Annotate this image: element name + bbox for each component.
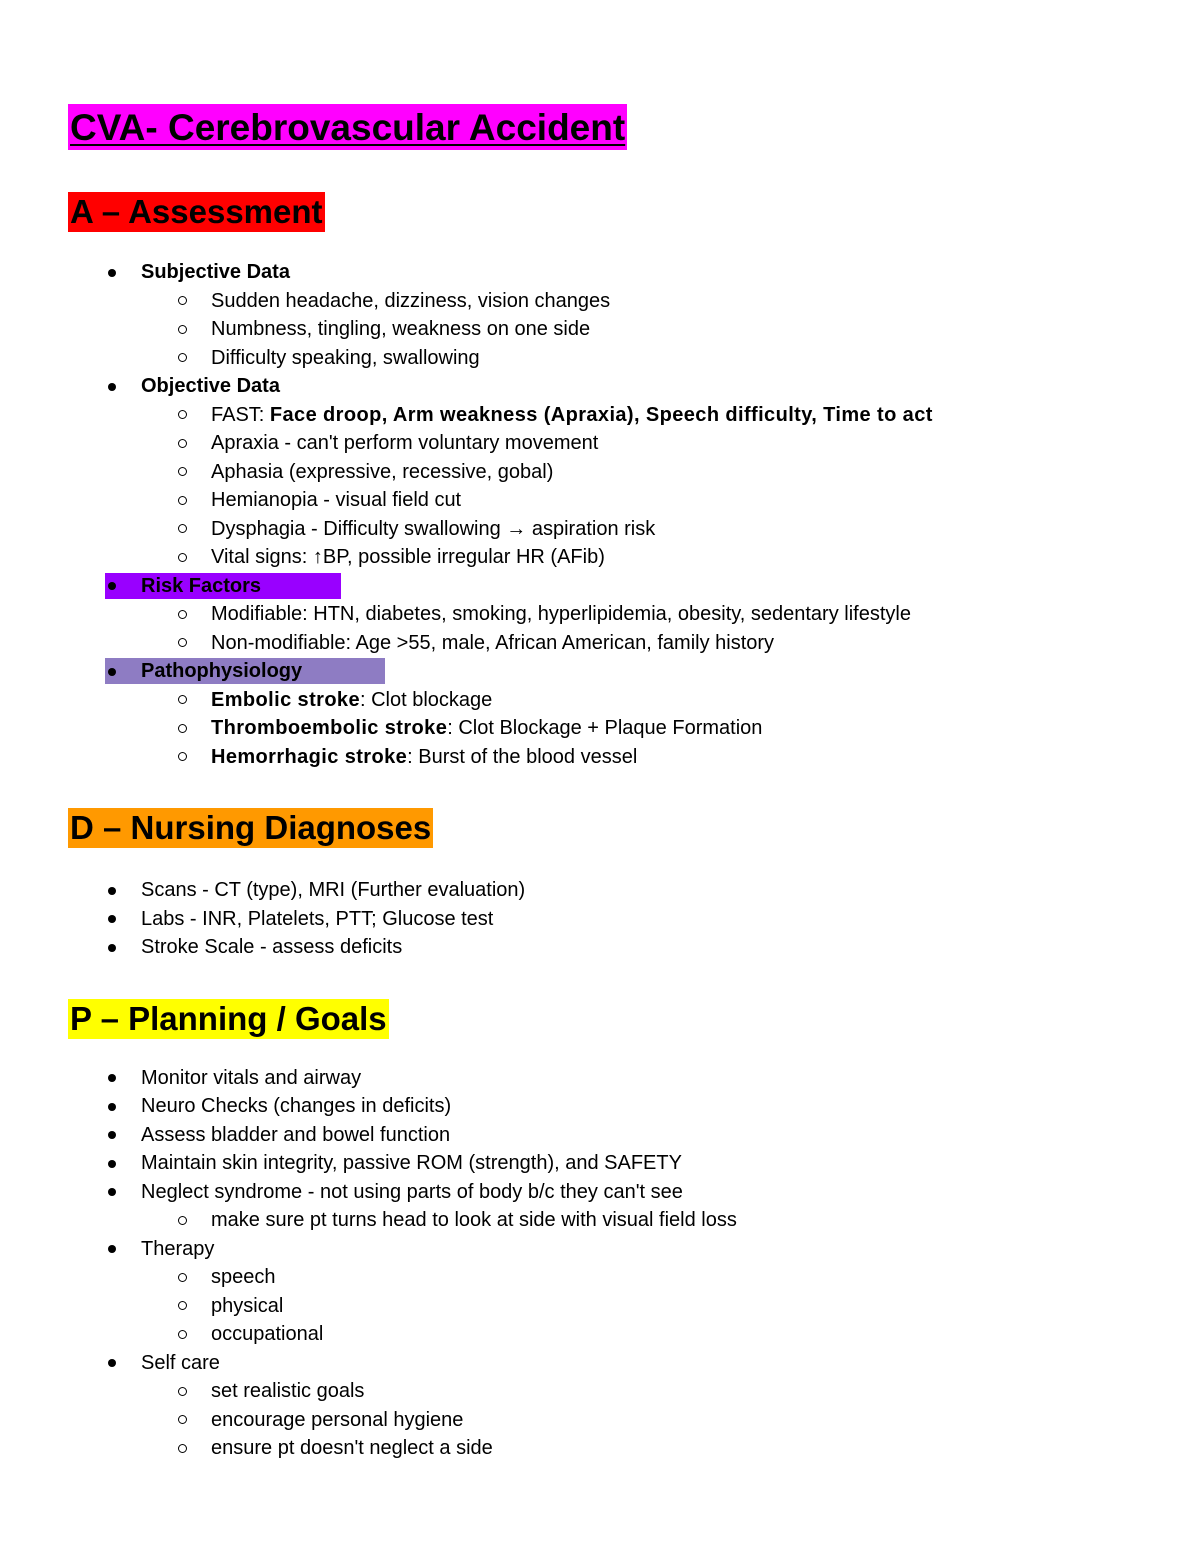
bullet-icon (108, 582, 116, 590)
list-item (70, 315, 1150, 344)
list-item (70, 401, 1150, 430)
circle-bullet-icon (178, 410, 187, 419)
planning-heading-block (70, 999, 1150, 1039)
page-title: CVA- Cerebrovascular Accident (68, 104, 627, 150)
fast-mnemonic: Face droop, Arm weakness (Apraxia), Speech difficulty, Time to act (269, 403, 933, 426)
circle-bullet-icon (178, 1415, 187, 1424)
circle-bullet-icon (178, 1387, 187, 1396)
list-item (70, 1320, 1150, 1349)
list-item (70, 1149, 1150, 1178)
circle-bullet-icon (178, 1444, 187, 1453)
circle-bullet-icon (178, 724, 187, 733)
list-item-text: Neglect syndrome - not using parts of body b/c they can't see (141, 1180, 683, 1203)
list-item-text: Maintain skin integrity, passive ROM (strength), and SAFETY (141, 1152, 682, 1174)
list-item-text: Difficulty speaking, swallowing (211, 346, 480, 369)
list-item-text: Sudden headache, dizziness, vision changes (211, 289, 611, 312)
list-item (70, 905, 1150, 934)
circle-bullet-icon (178, 325, 187, 334)
circle-bullet-icon (178, 524, 187, 533)
bullet-icon (108, 383, 116, 391)
list-item (70, 543, 1150, 572)
stroke-desc: : Clot blockage (359, 688, 493, 711)
risk-factors-label: Risk Factors (141, 574, 262, 597)
list-item (70, 1178, 1150, 1207)
list-item-text: ensure pt doesn't neglect a side (211, 1437, 493, 1459)
circle-bullet-icon (178, 1216, 187, 1225)
bullet-icon (108, 1131, 116, 1139)
list-item (70, 572, 1150, 601)
list-item-text: Vital signs: ↑BP, possible irregular HR (AFib) (211, 546, 605, 568)
list-item (70, 258, 1150, 287)
diagnoses-heading: D – Nursing Diagnoses (70, 809, 432, 846)
bullet-icon (108, 269, 116, 277)
circle-bullet-icon (178, 353, 187, 362)
stroke-term: Thromboembolic stroke (211, 717, 448, 739)
circle-bullet-icon (178, 1301, 187, 1310)
list-item (70, 1235, 1150, 1264)
stroke-desc: : Burst of the blood vessel (407, 745, 638, 768)
planning-heading: P – Planning / Goals (70, 999, 387, 1037)
list-item (70, 743, 1150, 772)
list-item (70, 1206, 1150, 1235)
stroke-term: Hemorrhagic stroke (211, 745, 408, 768)
bullet-icon (108, 1188, 116, 1196)
list-item-text: Dysphagia - Difficulty swallowing → aspiration risk (211, 517, 656, 540)
list-item-text: Stroke Scale - assess deficits (141, 936, 403, 958)
list-item-text: occupational (211, 1323, 324, 1345)
circle-bullet-icon (178, 496, 187, 505)
list-item-text: speech (211, 1266, 276, 1288)
list-item (70, 515, 1150, 544)
list-item-text: physical (211, 1294, 284, 1317)
subjective-label: Subjective Data (141, 261, 290, 283)
list-item-text: Modifiable: HTN, diabetes, smoking, hyperlipidemia, obesity, sedentary lifestyle (211, 603, 911, 625)
circle-bullet-icon (178, 695, 187, 704)
diagnoses-heading-block (70, 808, 1150, 848)
list-item (70, 1406, 1150, 1435)
list-item-text: Monitor vitals and airway (141, 1066, 362, 1089)
stroke-desc: : Clot Blockage + Plaque Formation (447, 717, 763, 739)
list-item-text: encourage personal hygiene (211, 1408, 464, 1431)
stroke-term: Embolic stroke (211, 688, 360, 711)
bullet-icon (108, 668, 116, 676)
list-item (70, 1377, 1150, 1406)
bullet-icon (108, 1074, 116, 1082)
bullet-icon (108, 887, 116, 895)
self-care-label: Self care (141, 1351, 220, 1374)
circle-bullet-icon (178, 610, 187, 619)
bullet-icon (108, 915, 116, 923)
list-item-text: Non-modifiable: Age >55, male, African American, family history (211, 631, 775, 654)
list-item (70, 458, 1150, 487)
list-item (70, 1292, 1150, 1321)
circle-bullet-icon (178, 439, 187, 448)
list-item (70, 1064, 1150, 1093)
list-item-text: Aphasia (expressive, recessive, gobal) (211, 460, 554, 483)
list-item (70, 714, 1150, 743)
list-item (70, 1263, 1150, 1292)
list-item-text: Assess bladder and bowel function (141, 1123, 451, 1146)
list-item (70, 1349, 1150, 1378)
pathophysiology-label: Pathophysiology (141, 660, 303, 682)
circle-bullet-icon (178, 296, 187, 305)
title-block (70, 104, 1150, 154)
circle-bullet-icon (178, 638, 187, 647)
list-item (70, 629, 1150, 658)
circle-bullet-icon (178, 467, 187, 476)
diagnoses-list (70, 876, 1150, 962)
list-item (70, 372, 1150, 401)
circle-bullet-icon (178, 752, 187, 761)
circle-bullet-icon (178, 1330, 187, 1339)
list-item (70, 600, 1150, 629)
list-item (70, 933, 1150, 962)
list-item-text: Hemianopia - visual field cut (211, 489, 462, 511)
list-item (70, 429, 1150, 458)
list-item-text: Labs - INR, Platelets, PTT; Glucose test (141, 907, 494, 930)
circle-bullet-icon (178, 1273, 187, 1282)
bullet-icon (108, 1359, 116, 1367)
list-item (70, 876, 1150, 905)
list-item (70, 344, 1150, 373)
list-item (70, 287, 1150, 316)
objective-label: Objective Data (141, 375, 280, 397)
list-item (70, 657, 1150, 686)
list-item (70, 1434, 1150, 1463)
list-item (70, 1092, 1150, 1121)
bullet-icon (108, 1103, 116, 1111)
assessment-list (70, 258, 1150, 771)
list-item (70, 1121, 1150, 1150)
list-item-text: Neuro Checks (changes in deficits) (141, 1095, 452, 1117)
bullet-icon (108, 1160, 116, 1168)
assessment-heading: A – Assessment (70, 193, 323, 230)
list-item-text: Apraxia - can't perform voluntary movement (211, 432, 599, 454)
list-item-text: Numbness, tingling, weakness on one side (211, 318, 591, 340)
list-item (70, 686, 1150, 715)
planning-list (70, 1064, 1150, 1463)
list-item-text: make sure pt turns head to look at side with visual field loss (211, 1209, 737, 1231)
circle-bullet-icon (178, 553, 187, 562)
bullet-icon (108, 1245, 116, 1253)
therapy-label: Therapy (141, 1237, 215, 1260)
assessment-heading-block (70, 192, 1150, 232)
list-item-text: Scans - CT (type), MRI (Further evaluation) (141, 879, 526, 901)
list-item-text: set realistic goals (211, 1380, 365, 1402)
document-page (70, 104, 1150, 1463)
fast-prefix: FAST: (211, 403, 270, 426)
list-item (70, 486, 1150, 515)
bullet-icon (108, 944, 116, 952)
